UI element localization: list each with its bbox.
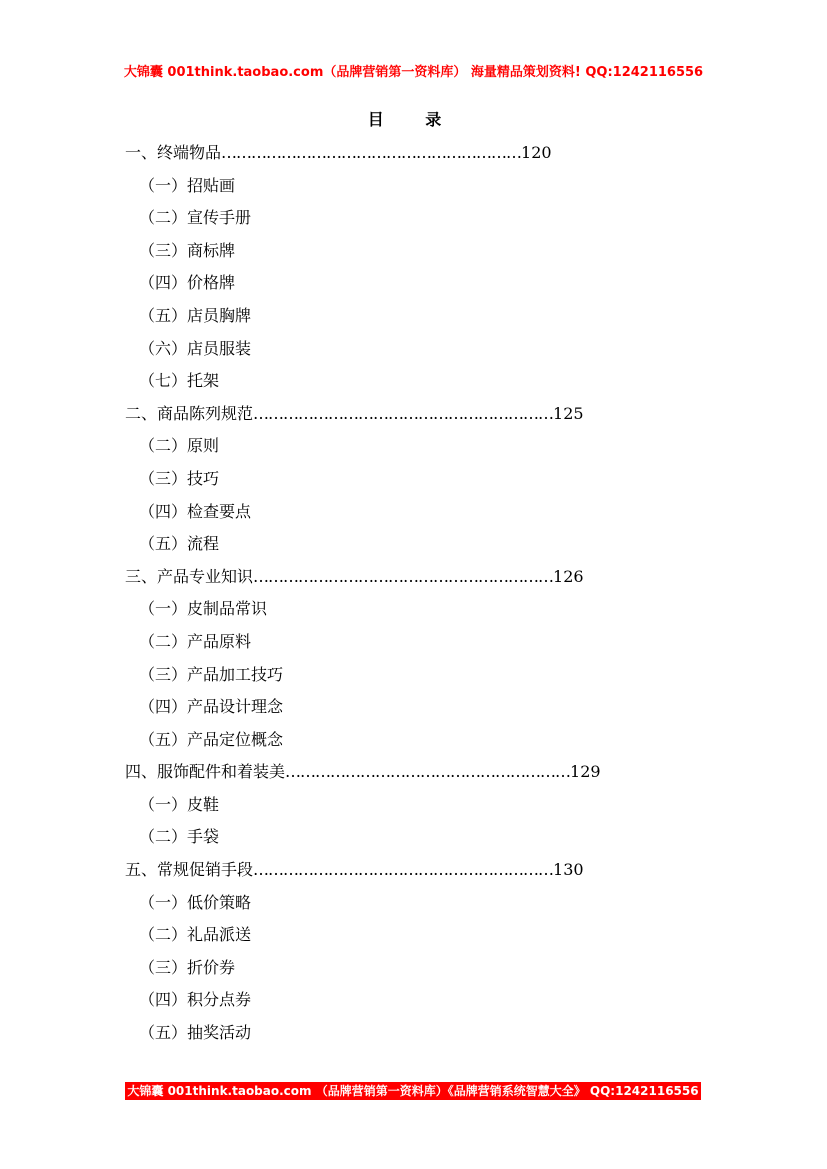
toc-subsection-entry — [125, 692, 575, 725]
toc-entry-text: （四）价格牌 — [139, 273, 236, 293]
toc-entry-text: （二）产品原料 — [139, 631, 252, 651]
page-header-banner: 大锦囊 001think.taobao.com（品牌营销第一资料库） 海量精品策划资料! QQ:1242116556 — [123, 65, 704, 80]
toc-section-entry — [125, 562, 584, 595]
toc-subsection-entry — [125, 985, 575, 1018]
toc-subsection-entry — [125, 790, 575, 823]
toc-entry-text: （四）产品设计理念 — [139, 697, 284, 717]
toc-subsection-entry — [125, 627, 575, 660]
toc-entry-text: （五）流程 — [139, 534, 220, 554]
toc-subsection-entry — [125, 594, 575, 627]
toc-section-entry — [125, 138, 575, 171]
toc-subsection-entry — [125, 497, 575, 530]
toc-entry-text: （二）原则 — [139, 436, 220, 456]
toc-subsection-entry — [125, 268, 575, 301]
toc-entry-text: （三）产品加工技巧 — [139, 664, 284, 684]
toc-entry-text: （三）技巧 — [139, 468, 220, 488]
toc-section-entry — [125, 399, 584, 432]
toc-subsection-entry — [125, 529, 575, 562]
toc-entry-text: （一）皮制品常识 — [139, 599, 268, 619]
toc-subsection-entry — [125, 203, 575, 236]
toc-subsection-entry — [125, 920, 575, 953]
toc-entry-text: （四）检查要点 — [139, 501, 252, 521]
toc-subsection-entry — [125, 725, 575, 758]
toc-entry-text: （三）折价券 — [139, 957, 236, 977]
toc-subsection-entry — [125, 953, 575, 986]
toc-subsection-entry — [125, 1018, 575, 1051]
toc-entry-text: （五）产品定位概念 — [139, 729, 284, 749]
toc-entry-text: （二）宣传手册 — [139, 208, 252, 228]
toc-entry-text: （一）招贴画 — [139, 175, 236, 195]
toc-subsection-entry — [125, 431, 575, 464]
toc-entry-text: （六）店员服装 — [139, 338, 252, 358]
toc-entry-text: 五、常规促销手段 — [125, 860, 254, 880]
toc-entry-text: 一、终端物品 — [125, 143, 222, 162]
toc-page-number: 125 — [553, 403, 584, 423]
toc-page-number: 120 — [521, 143, 552, 162]
toc-entry-text: （一）低价策略 — [139, 892, 252, 912]
toc-section-entry — [125, 855, 584, 888]
toc-entry-text: （五）店员胸牌 — [139, 305, 252, 325]
toc-page-number: 130 — [553, 860, 584, 880]
toc-leader-dots: …………………………………………………… — [253, 566, 554, 586]
toc-entry-text: （五）抽奖活动 — [139, 1023, 252, 1043]
toc-entry-text: 二、商品陈列规范 — [125, 403, 254, 423]
toc-leader-dots: …………………………………………………… — [221, 143, 522, 162]
toc-section-entry — [125, 757, 601, 790]
toc-subsection-entry — [125, 822, 575, 855]
toc-entry-text: （七）托架 — [139, 371, 220, 391]
toc-subsection-entry — [125, 660, 575, 693]
toc-subsection-entry — [125, 171, 575, 204]
table-of-contents — [125, 138, 601, 1051]
toc-entry-text: （四）积分点券 — [139, 990, 252, 1010]
toc-subsection-entry — [125, 334, 575, 367]
toc-entry-text: 三、产品专业知识 — [125, 566, 254, 586]
toc-subsection-entry — [125, 888, 575, 921]
toc-leader-dots: …………………………………………………… — [253, 860, 554, 880]
toc-page-number: 126 — [553, 566, 584, 586]
toc-subsection-entry — [125, 464, 575, 497]
toc-entry-text: （二）礼品派送 — [139, 925, 252, 945]
page-footer-banner: 大锦囊 001think.taobao.com （品牌营销第一资料库）《品牌营销系统智慧大全》 QQ:1242116556 — [125, 1082, 701, 1100]
toc-title: 目 录 — [367, 110, 460, 129]
toc-leader-dots: ………………………………………………… — [285, 762, 571, 782]
toc-entry-text: （二）手袋 — [139, 827, 220, 847]
toc-entry-text: （三）商标牌 — [139, 240, 236, 260]
toc-entry-text: 四、服饰配件和着装美 — [125, 762, 286, 782]
toc-subsection-entry — [125, 301, 575, 334]
toc-subsection-entry — [125, 236, 575, 269]
toc-leader-dots: …………………………………………………… — [253, 403, 554, 423]
toc-entry-text: （一）皮鞋 — [139, 794, 220, 814]
toc-page-number: 129 — [570, 762, 601, 782]
toc-subsection-entry — [125, 366, 575, 399]
